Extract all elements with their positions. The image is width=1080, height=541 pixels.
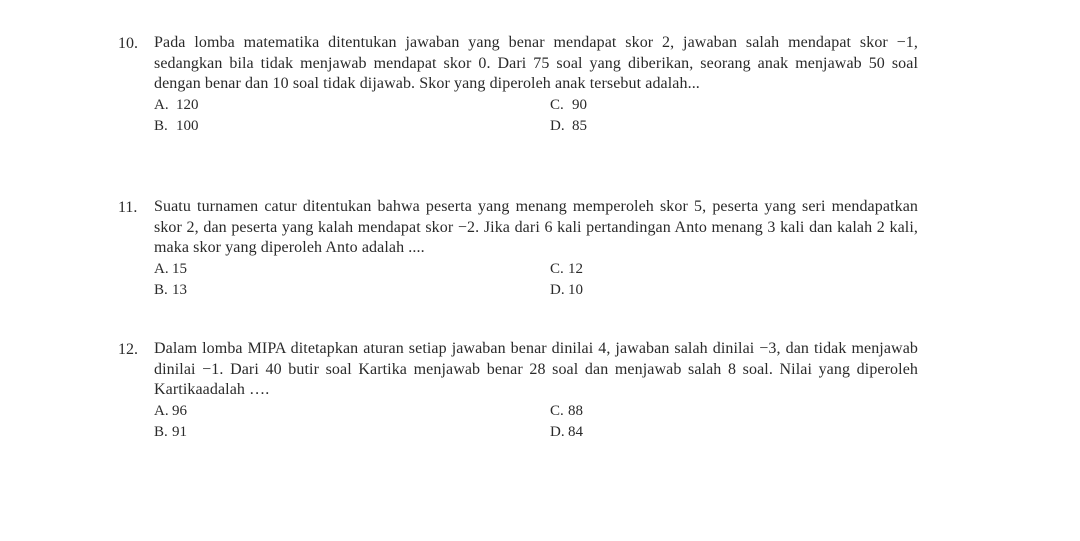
option-value: 90 (572, 96, 587, 113)
option-value: 88 (568, 402, 583, 419)
option-value: 13 (172, 281, 187, 298)
option-letter: C. (550, 402, 564, 419)
question-number: 12. (118, 341, 138, 358)
option-c (550, 259, 850, 280)
option-a (154, 401, 550, 422)
option-value: 12 (568, 260, 583, 277)
option-letter: D. (550, 117, 565, 134)
question-text: Pada lomba matematika ditentukan jawaban yang benar mendapat skor 2, jawaban salah mendapat skor −1, sedangkan bila tidak menjawab mendapat skor 0. Dari 75 soal yang diberikan, seorang anak menjawab 50 soal dengan benar dan 10 soal tidak dijawab. Skor yang diperoleh anak tersebut adalah... (154, 34, 918, 92)
question-text: Dalam lomba MIPA ditetapkan aturan setiap jawaban benar dinilai 4, jawaban salah dinilai −3, dan tidak menjawab dinilai −1. Dari 40 butir soal Kartika menjawab benar 28 soal dan menjawab salah 8 soal. Nilai yang diperoleh Kartikaadalah …. (154, 340, 918, 398)
option-d (550, 116, 850, 137)
option-value: 120 (176, 96, 199, 113)
option-d (550, 280, 850, 301)
option-value: 84 (568, 423, 583, 440)
option-value: 15 (172, 260, 187, 277)
question-12-stem (118, 339, 918, 401)
question-12 (118, 339, 918, 443)
option-b (154, 422, 550, 443)
question-text: Suatu turnamen catur ditentukan bahwa peserta yang menang memperoleh skor 5, peserta yang seri mendapatkan skor 2, dan peserta yang kalah mendapat skor −2. Jika dari 6 kali pertandingan Anto menang 3 kali dan kalah 2 kali, maka skor yang diperoleh Anto adalah .... (154, 198, 918, 256)
option-letter: C. (550, 260, 564, 277)
question-11 (118, 197, 918, 301)
option-letter: B. (154, 117, 168, 134)
option-letter: A. (154, 402, 169, 419)
option-b (154, 116, 550, 137)
question-number: 11. (118, 199, 138, 216)
answer-options (154, 401, 918, 443)
question-number: 10. (118, 35, 138, 52)
option-c (550, 95, 850, 116)
question-10-stem (118, 33, 918, 95)
option-a (154, 259, 550, 280)
option-letter: A. (154, 96, 169, 113)
option-letter: C. (550, 96, 564, 113)
option-value: 96 (172, 402, 187, 419)
option-letter: D. (550, 423, 565, 440)
question-11-stem (118, 197, 918, 259)
option-c (550, 401, 850, 422)
option-value: 85 (572, 117, 587, 134)
option-letter: A. (154, 260, 169, 277)
question-10 (118, 33, 918, 137)
option-d (550, 422, 850, 443)
option-value: 100 (176, 117, 199, 134)
option-letter: B. (154, 281, 168, 298)
option-letter: B. (154, 423, 168, 440)
answer-options (154, 259, 918, 301)
option-value: 91 (172, 423, 187, 440)
answer-options (154, 95, 918, 137)
option-b (154, 280, 550, 301)
option-value: 10 (568, 281, 583, 298)
option-a (154, 95, 550, 116)
option-letter: D. (550, 281, 565, 298)
